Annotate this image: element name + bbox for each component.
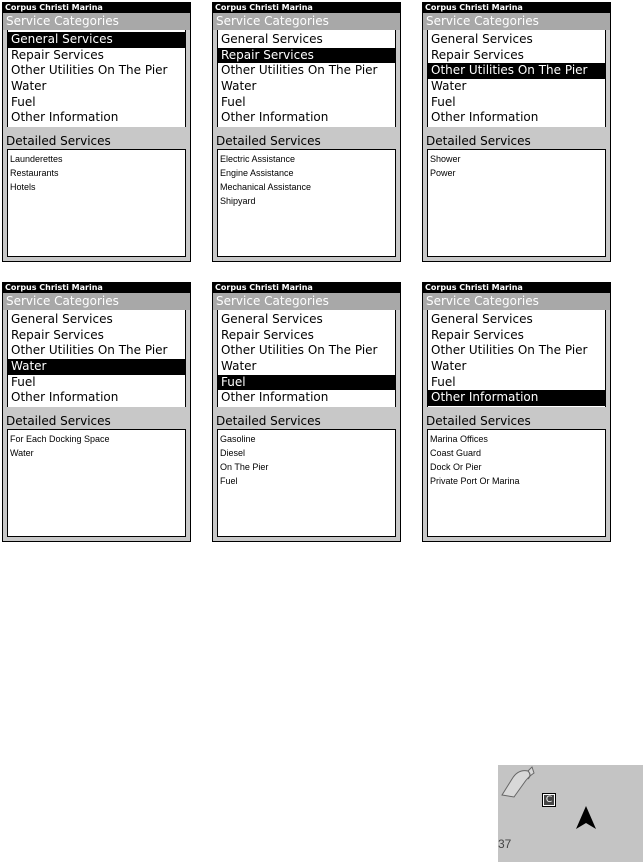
service-categories-header: Service Categories <box>3 13 190 30</box>
category-item[interactable]: Other Information <box>11 390 119 405</box>
service-categories-list <box>217 310 396 407</box>
service-categories-header: Service Categories <box>423 13 610 30</box>
detail-item[interactable]: Launderettes <box>10 154 63 164</box>
detailed-services-header: Detailed Services <box>213 133 400 149</box>
category-item[interactable]: General Services <box>8 32 185 48</box>
detailed-services-header: Detailed Services <box>3 133 190 149</box>
marina-poi-letter: C <box>545 795 553 805</box>
detail-item[interactable]: Private Port Or Marina <box>430 476 520 486</box>
category-item[interactable]: Repair Services <box>221 327 314 342</box>
category-item[interactable]: Fuel <box>431 374 456 389</box>
window-title: Corpus Christi Marina <box>213 3 400 13</box>
category-item[interactable]: Repair Services <box>11 47 104 62</box>
category-item[interactable]: General Services <box>11 312 113 326</box>
category-item[interactable]: Water <box>8 359 185 375</box>
service-categories-header: Service Categories <box>3 293 190 310</box>
detail-item[interactable]: Hotels <box>10 182 36 192</box>
category-item[interactable]: General Services <box>221 312 323 326</box>
category-item[interactable]: Other Utilities On The Pier <box>428 63 605 79</box>
service-categories-list <box>7 30 186 127</box>
service-categories-list <box>427 310 606 407</box>
category-item[interactable]: General Services <box>431 32 533 46</box>
detailed-services-list <box>427 149 606 257</box>
category-item[interactable]: Fuel <box>11 374 36 389</box>
category-item[interactable]: Other Information <box>428 390 605 406</box>
category-item[interactable]: Water <box>11 79 47 94</box>
category-item[interactable]: Water <box>221 359 257 374</box>
detail-item[interactable]: Fuel <box>220 476 238 486</box>
depth-label: 37 <box>498 837 512 851</box>
category-item[interactable]: Repair Services <box>431 47 524 62</box>
map-preview[interactable] <box>498 765 643 862</box>
detail-item[interactable]: Mechanical Assistance <box>220 182 312 192</box>
category-item[interactable]: Fuel <box>431 94 456 109</box>
detailed-services-list <box>7 149 186 257</box>
detailed-services-header: Detailed Services <box>423 413 610 429</box>
marina-info-screen <box>212 282 401 542</box>
service-categories-list <box>7 310 186 407</box>
category-item[interactable]: Other Information <box>221 110 329 125</box>
detailed-services-header: Detailed Services <box>423 133 610 149</box>
detail-item[interactable]: Shipyard <box>220 196 256 206</box>
category-item[interactable]: Other Utilities On The Pier <box>221 343 378 358</box>
detail-item[interactable]: Coast Guard <box>430 448 482 458</box>
detail-item[interactable]: Marina Offices <box>430 434 488 444</box>
category-item[interactable]: Other Utilities On The Pier <box>221 63 378 78</box>
marina-info-screen <box>2 282 191 542</box>
category-item[interactable]: Other Information <box>11 110 119 125</box>
category-item[interactable]: Repair Services <box>431 327 524 342</box>
category-item[interactable]: Fuel <box>221 94 246 109</box>
category-item[interactable]: Other Information <box>431 110 539 125</box>
window-title: Corpus Christi Marina <box>423 283 610 293</box>
detailed-services-list <box>217 149 396 257</box>
detail-item[interactable]: For Each Docking Space <box>10 434 110 444</box>
fish-marker-icon <box>498 765 538 801</box>
detailed-services-header: Detailed Services <box>3 413 190 429</box>
marina-info-screen <box>422 2 611 262</box>
category-item[interactable]: Fuel <box>218 375 395 391</box>
detail-item[interactable]: On The Pier <box>220 462 269 472</box>
marina-info-screen <box>2 2 191 262</box>
marina-poi-icon[interactable] <box>542 793 556 807</box>
detail-item[interactable]: Dock Or Pier <box>430 462 482 472</box>
category-item[interactable]: General Services <box>221 32 323 46</box>
category-item[interactable]: General Services <box>431 312 533 326</box>
window-title: Corpus Christi Marina <box>3 3 190 13</box>
detailed-services-header: Detailed Services <box>213 413 400 429</box>
boat-cursor-icon <box>574 805 598 831</box>
category-item[interactable]: Repair Services <box>11 327 104 342</box>
detailed-services-list <box>7 429 186 537</box>
category-item[interactable]: Water <box>221 79 257 94</box>
category-item[interactable]: Other Information <box>221 390 329 405</box>
detail-item[interactable]: Power <box>430 168 456 178</box>
detail-item[interactable]: Gasoline <box>220 434 256 444</box>
category-item[interactable]: Other Utilities On The Pier <box>11 63 168 78</box>
category-item[interactable]: Fuel <box>11 94 36 109</box>
category-item[interactable]: Other Utilities On The Pier <box>431 343 588 358</box>
detail-item[interactable]: Shower <box>430 154 461 164</box>
window-title: Corpus Christi Marina <box>213 283 400 293</box>
category-item[interactable]: Water <box>431 79 467 94</box>
detail-item[interactable]: Diesel <box>220 448 246 458</box>
service-categories-header: Service Categories <box>423 293 610 310</box>
window-title: Corpus Christi Marina <box>423 3 610 13</box>
category-item[interactable]: Repair Services <box>218 48 395 64</box>
marina-info-screen <box>212 2 401 262</box>
detailed-services-list <box>427 429 606 537</box>
service-categories-list <box>427 30 606 127</box>
service-categories-header: Service Categories <box>213 293 400 310</box>
category-item[interactable]: Other Utilities On The Pier <box>11 343 168 358</box>
detail-item[interactable]: Electric Assistance <box>220 154 296 164</box>
category-item[interactable]: Water <box>431 359 467 374</box>
detailed-services-list <box>217 429 396 537</box>
detail-item[interactable]: Water <box>10 448 34 458</box>
window-title: Corpus Christi Marina <box>3 283 190 293</box>
detail-item[interactable]: Restaurants <box>10 168 59 178</box>
detail-item[interactable]: Engine Assistance <box>220 168 294 178</box>
service-categories-header: Service Categories <box>213 13 400 30</box>
marina-info-screen <box>422 282 611 542</box>
service-categories-list <box>217 30 396 127</box>
